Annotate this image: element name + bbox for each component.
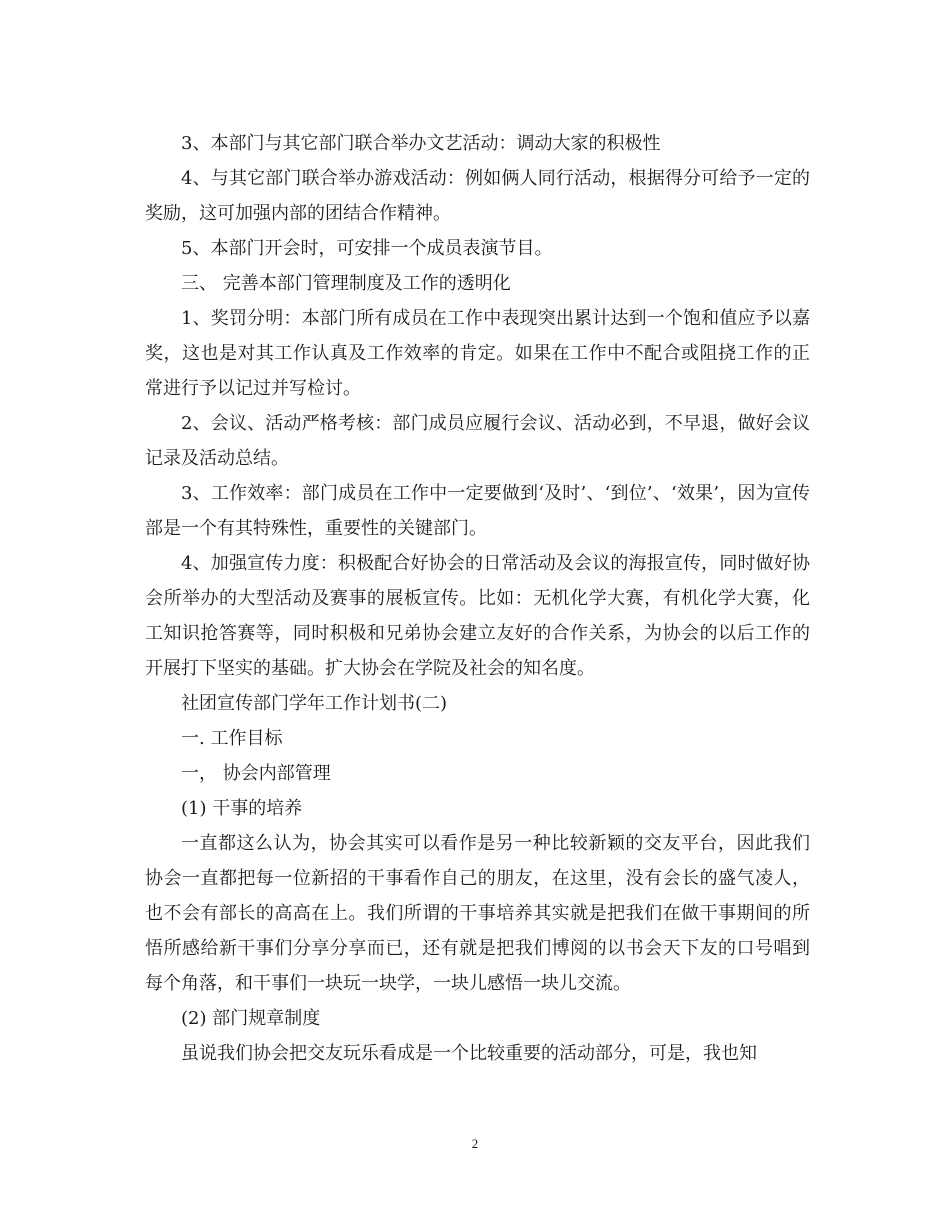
page-number: 2 <box>471 1136 479 1151</box>
paragraph: 5、本部门开会时，可安排一个成员表演节目。 <box>181 238 553 259</box>
section-heading: 三、 完善本部门管理制度及工作的透明化 <box>181 273 511 294</box>
subsection-heading: (1) 干事的培养 <box>181 798 303 819</box>
paragraph: 1、奖罚分明：本部门所有成员在工作中表现突出累计达到一个饱和值应予以嘉奖，这也是对其工作认真及工作效率的肯定。如果在工作中不配合或阻挠工作的正常进行予以记过并写检讨。 <box>145 308 810 399</box>
document-body <box>145 126 810 1071</box>
paragraph: 4、加强宣传力度：积极配合好协会的日常活动及会议的海报宣传，同时做好协会所举办的大型活动及赛事的展板宣传。比如：无机化学大赛，有机化学大赛，化工知识抢答赛等，同时积极和兄弟协会建立友好的合作关系，为协会的以后工作的开展打下坚实的基础。扩大协会在学院及社会的知名度。 <box>145 553 810 679</box>
subsection-heading: (2) 部门规章制度 <box>181 1008 321 1029</box>
paragraph: 4、与其它部门联合举办游戏活动：例如俩人同行活动，根据得分可给予一定的奖励，这可加强内部的团结合作精神。 <box>145 168 810 224</box>
paragraph: 3、本部门与其它部门联合举办文艺活动：调动大家的积极性 <box>181 133 661 154</box>
section-heading: 一， 协会内部管理 <box>181 763 331 784</box>
paragraph: 一直都这么认为，协会其实可以看作是另一种比较新颖的交友平台，因此我们协会一直都把每一位新招的干事看作自己的朋友，在这里，没有会长的盛气凌人，也不会有部长的高高在上。我们所谓的干事培养其实就是把我们在做干事期间的所悟所感给新干事们分享分享而已，还有就是把我们博阅的以书会天下友的口号唱到每个角落，和干事们一块玩一块学，一块儿感悟一块儿交流。 <box>145 833 810 994</box>
section-heading: 一. 工作目标 <box>181 728 283 749</box>
document-subtitle: 社团宣传部门学年工作计划书(二) <box>181 693 448 714</box>
paragraph: 虽说我们协会把交友玩乐看成是一个比较重要的活动部分，可是，我也知 <box>181 1043 757 1064</box>
paragraph: 3、工作效率：部门成员在工作中一定要做到‘及时’、‘到位’、‘效果’，因为宣传部是一个有其特殊性，重要性的关键部门。 <box>145 483 810 539</box>
paragraph: 2、会议、活动严格考核：部门成员应履行会议、活动必到，不早退，做好会议记录及活动总结。 <box>145 413 810 469</box>
